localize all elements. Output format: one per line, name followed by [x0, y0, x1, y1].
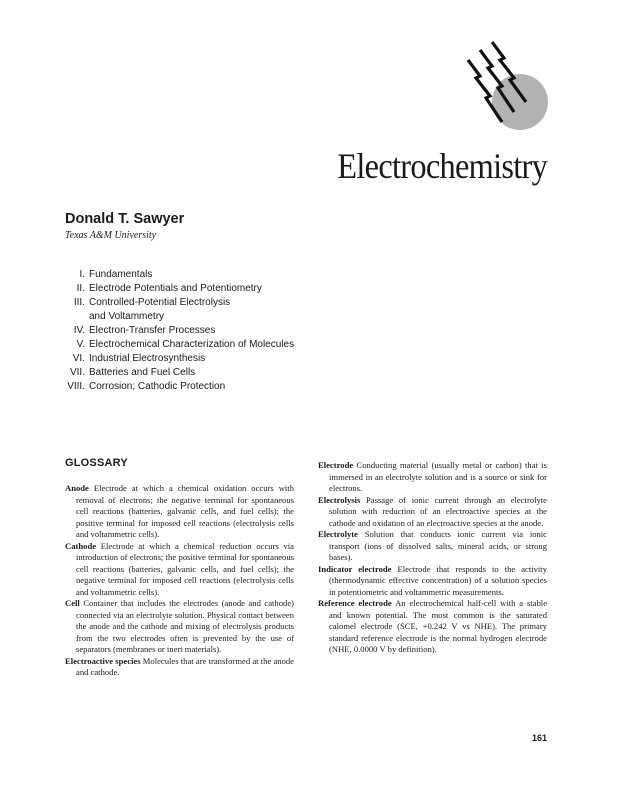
- lightning-bolts-logo-icon: [462, 40, 554, 130]
- glossary-entry: Anode Electrode at which a chemical oxidation occurs with removal of electrons; the negative terminal for spontaneous cell reactions (batteries, galvanic cells, and fuel cells); the positive terminal for imposed cell reactions (electrolysis cells and voltammetric cells).: [65, 483, 294, 539]
- glossary-entry: Indicator electrode Electrode that responds to the activity (thermodynamic effective concentration) of a solution species in potentiometric and voltammetric measurements.: [318, 563, 547, 597]
- glossary-entry: Electrode Conducting material (usually metal or carbon) that is immersed in an electrolyte solution and is a source or sink for electrons.: [318, 460, 548, 493]
- outline-item: VI. Industrial Electrosynthesis: [72, 353, 206, 364]
- outline-item: IV. Electron-Transfer Processes: [73, 325, 216, 336]
- page-number: 161: [532, 733, 548, 743]
- chapter-title: Electrochemistry: [337, 146, 547, 186]
- glossary-column-left: [65, 483, 294, 679]
- author-name: Donald T. Sawyer: [65, 211, 185, 227]
- outline-item: III. Controlled-Potential Electrolysis and Voltammetry: [73, 297, 231, 322]
- glossary-entry: Electrolysis Passage of ionic current through an electrolyte solution with reduction of an electroactive species at the cathode and oxidation of an electroactive species at the anode.: [318, 494, 547, 528]
- glossary-entry: Cathode Electrode at which a chemical reduction occurs via introduction of electrons; the positive terminal for spontaneous cell reactions (batteries, galvanic cells, and fuel cells); the negative terminal for imposed cell reactions (electrolysis cells and voltammetric cells).: [65, 540, 294, 597]
- glossary-column-right: [318, 460, 547, 656]
- outline-item: VII. Batteries and Fuel Cells: [69, 367, 196, 378]
- author-affiliation: Texas A&M University: [65, 230, 157, 241]
- chapter-outline: [61, 268, 361, 394]
- outline-item: VIII. Corrosion; Cathodic Protection: [67, 381, 226, 392]
- outline-item: V. Electrochemical Characterization of Molecules: [76, 339, 295, 350]
- outline-item: II. Electrode Potentials and Potentiometry: [76, 283, 262, 294]
- outline-item: I. Fundamentals: [79, 269, 153, 280]
- glossary-heading: GLOSSARY: [65, 457, 128, 469]
- glossary-entry: Electroactive species Molecules that are transformed at the anode and cathode.: [65, 655, 294, 677]
- glossary-entry: Cell Container that includes the electrodes (anode and cathode) connected via an electrolyte solution. Physical contact between the anode and the cathode and mixing of electrolysis products from the two electrodes often is prevented by the use of separators (membranes or inert materials).: [65, 598, 294, 654]
- glossary-entry: Reference electrode An electrochemical half-cell with a stable and known potential. The most common is the saturated calomel electrode (SCE, +0.242 V vs NHE). The primary standard reference electrode is the normal hydrogen electrode (NHE, 0.0000 V by definition).: [318, 598, 548, 654]
- glossary-entry: Electrolyte Solution that conducts ionic current via ionic transport (ions of dissolved salts, mineral acids, or strong bases).: [318, 529, 547, 562]
